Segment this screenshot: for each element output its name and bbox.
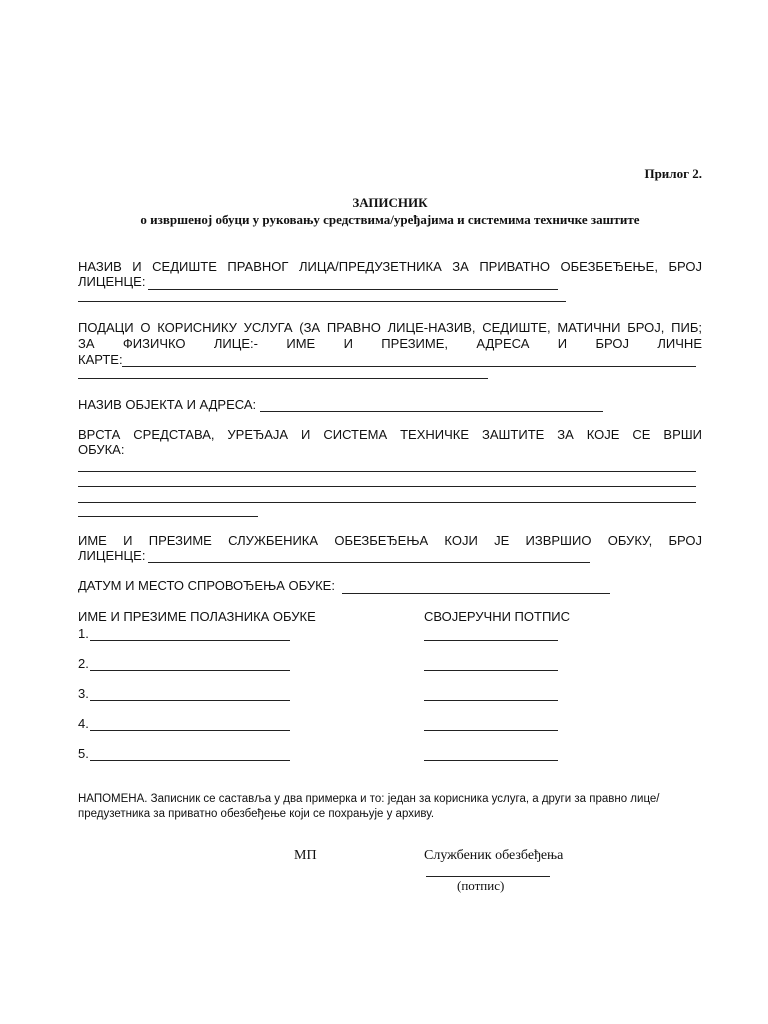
- field-legal-entity-input[interactable]: [148, 289, 558, 290]
- participants-header: ИМЕ И ПРЕЗИМЕ ПОЛАЗНИКА ОБУКЕ: [78, 609, 316, 624]
- participant-name-input-1[interactable]: [90, 640, 290, 641]
- participant-signature-input-4[interactable]: [424, 730, 558, 731]
- field-date-place-label: ДАТУМ И МЕСТО СПРОВОЂЕЊА ОБУКЕ:: [78, 578, 335, 593]
- field-legal-entity-license-label: ЛИЦЕНЦЕ:: [78, 274, 146, 289]
- field-officer-input[interactable]: [148, 562, 590, 563]
- participant-number-4: 4.: [78, 716, 89, 731]
- participant-signature-input-2[interactable]: [424, 670, 558, 671]
- note-text: НАПОМЕНА. Записник се саставља у два примерка и то: један за корисника услуга, а други за правно лице/предузетника за приватно обезбеђење који се похрањује у архиву.: [78, 793, 660, 820]
- participant-name-input-2[interactable]: [90, 670, 290, 671]
- field-date-place-input[interactable]: [342, 593, 610, 594]
- participant-name-input-4[interactable]: [90, 730, 290, 731]
- field-object-label: НАЗИВ ОБЈЕКТА И АДРЕСА:: [78, 397, 257, 412]
- participant-number-3: 3.: [78, 686, 89, 701]
- field-client-input[interactable]: [122, 366, 696, 367]
- field-equipment-input-2[interactable]: [78, 486, 696, 487]
- document-subtitle: о извршеној обуци у руковању средствима/уређајима и системима техничке заштите: [140, 212, 640, 227]
- field-officer-license-label: ЛИЦЕНЦЕ:: [78, 548, 146, 563]
- field-client-input-2[interactable]: [78, 378, 488, 379]
- participant-name-input-3[interactable]: [90, 700, 290, 701]
- signature-label: (потпис): [457, 878, 505, 893]
- participant-signature-input-5[interactable]: [424, 760, 558, 761]
- participant-number-5: 5.: [78, 746, 89, 761]
- field-equipment-label-2: ОБУКА:: [78, 442, 125, 457]
- participant-name-input-5[interactable]: [90, 760, 290, 761]
- officer-label: Службеник обезбеђења: [424, 848, 564, 863]
- stamp-label: МП: [294, 848, 317, 863]
- annex-label: Прилог 2.: [644, 166, 702, 181]
- field-client-label-3: КАРТЕ:: [78, 352, 123, 367]
- field-object-input[interactable]: [260, 411, 603, 412]
- participant-signature-input-3[interactable]: [424, 700, 558, 701]
- field-equipment-label: ВРСТА СРЕДСТАВА, УРЕЂАЈА И СИСТЕМА ТЕХНИЧКЕ ЗАШТИТЕ ЗА КОЈЕ СЕ ВРШИ: [78, 427, 702, 442]
- participant-number-2: 2.: [78, 656, 89, 671]
- field-equipment-input-1[interactable]: [78, 471, 696, 472]
- officer-signature-input[interactable]: [426, 876, 550, 877]
- field-equipment-input-3[interactable]: [78, 502, 696, 503]
- field-officer-label: ИМЕ И ПРЕЗИМЕ СЛУЖБЕНИКА ОБЕЗБЕЂЕЊА КОЈИ ЈЕ ИЗВРШИО ОБУКУ, БРОЈ: [78, 533, 702, 548]
- field-client-label: ПОДАЦИ О КОРИСНИКУ УСЛУГА (ЗА ПРАВНО ЛИЦЕ-НАЗИВ, СЕДИШТЕ, МАТИЧНИ БРОЈ, ПИБ;: [78, 320, 702, 335]
- signature-header: СВОЈЕРУЧНИ ПОТПИС: [424, 609, 571, 624]
- field-equipment-input-4[interactable]: [78, 516, 258, 517]
- field-legal-entity-label: НАЗИВ И СЕДИШТЕ ПРАВНОГ ЛИЦА/ПРЕДУЗЕТНИКА ЗА ПРИВАТНО ОБЕЗБЕЂЕЊЕ, БРОЈ: [78, 259, 702, 274]
- field-client-label-2: ЗА ФИЗИЧКО ЛИЦЕ:- ИМЕ И ПРЕЗИМЕ, АДРЕСА И БРОЈ ЛИЧНЕ: [78, 336, 702, 351]
- participant-signature-input-1[interactable]: [424, 640, 558, 641]
- document-title: ЗАПИСНИК: [352, 195, 428, 210]
- participant-number-1: 1.: [78, 626, 89, 641]
- field-legal-entity-input-2[interactable]: [78, 301, 566, 302]
